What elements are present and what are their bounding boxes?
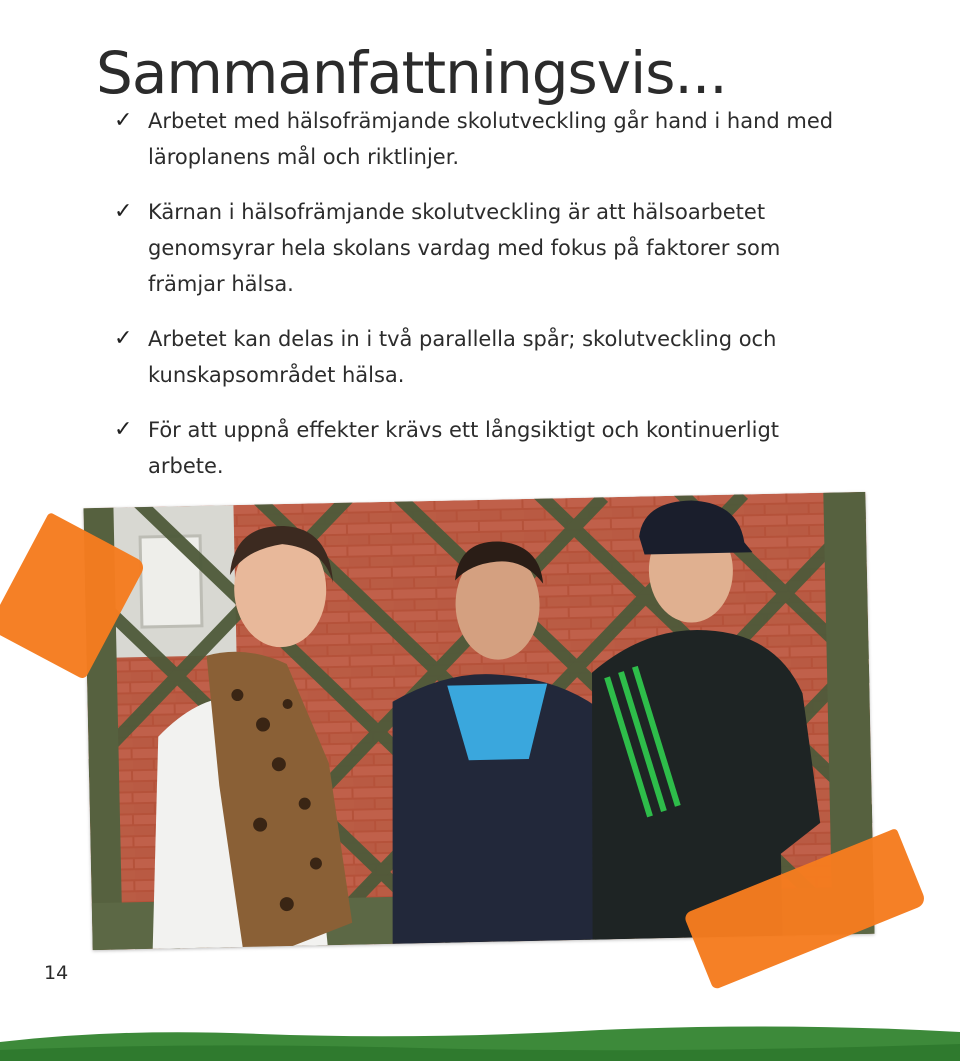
list-item (114, 103, 848, 175)
group-photo (83, 492, 874, 950)
check-icon: ✓ (114, 326, 133, 351)
page-title: Sammanfattningsvis... (96, 38, 727, 107)
check-icon: ✓ (114, 199, 133, 224)
list-item (114, 194, 848, 302)
page-number: 14 (44, 962, 69, 984)
summary-list (114, 103, 848, 503)
footer-stripe (0, 1020, 960, 1061)
list-item (114, 321, 848, 393)
check-icon: ✓ (114, 417, 133, 442)
list-item-text: Arbetet med hälsofrämjande skolutveckling går hand i hand med läroplanens mål och riktlinjer. (148, 109, 834, 169)
list-item (114, 412, 848, 484)
list-item-text: Kärnan i hälsofrämjande skolutveckling är att hälsoarbetet genomsyrar hela skolans vardag med fokus på faktorer som främjar hälsa. (148, 200, 781, 296)
check-icon: ✓ (114, 108, 133, 133)
list-item-text: Arbetet kan delas in i två parallella spår; skolutveckling och kunskapsområdet hälsa. (148, 327, 777, 387)
list-item-text: För att uppnå effekter krävs ett långsiktigt och kontinuerligt arbete. (148, 418, 780, 478)
